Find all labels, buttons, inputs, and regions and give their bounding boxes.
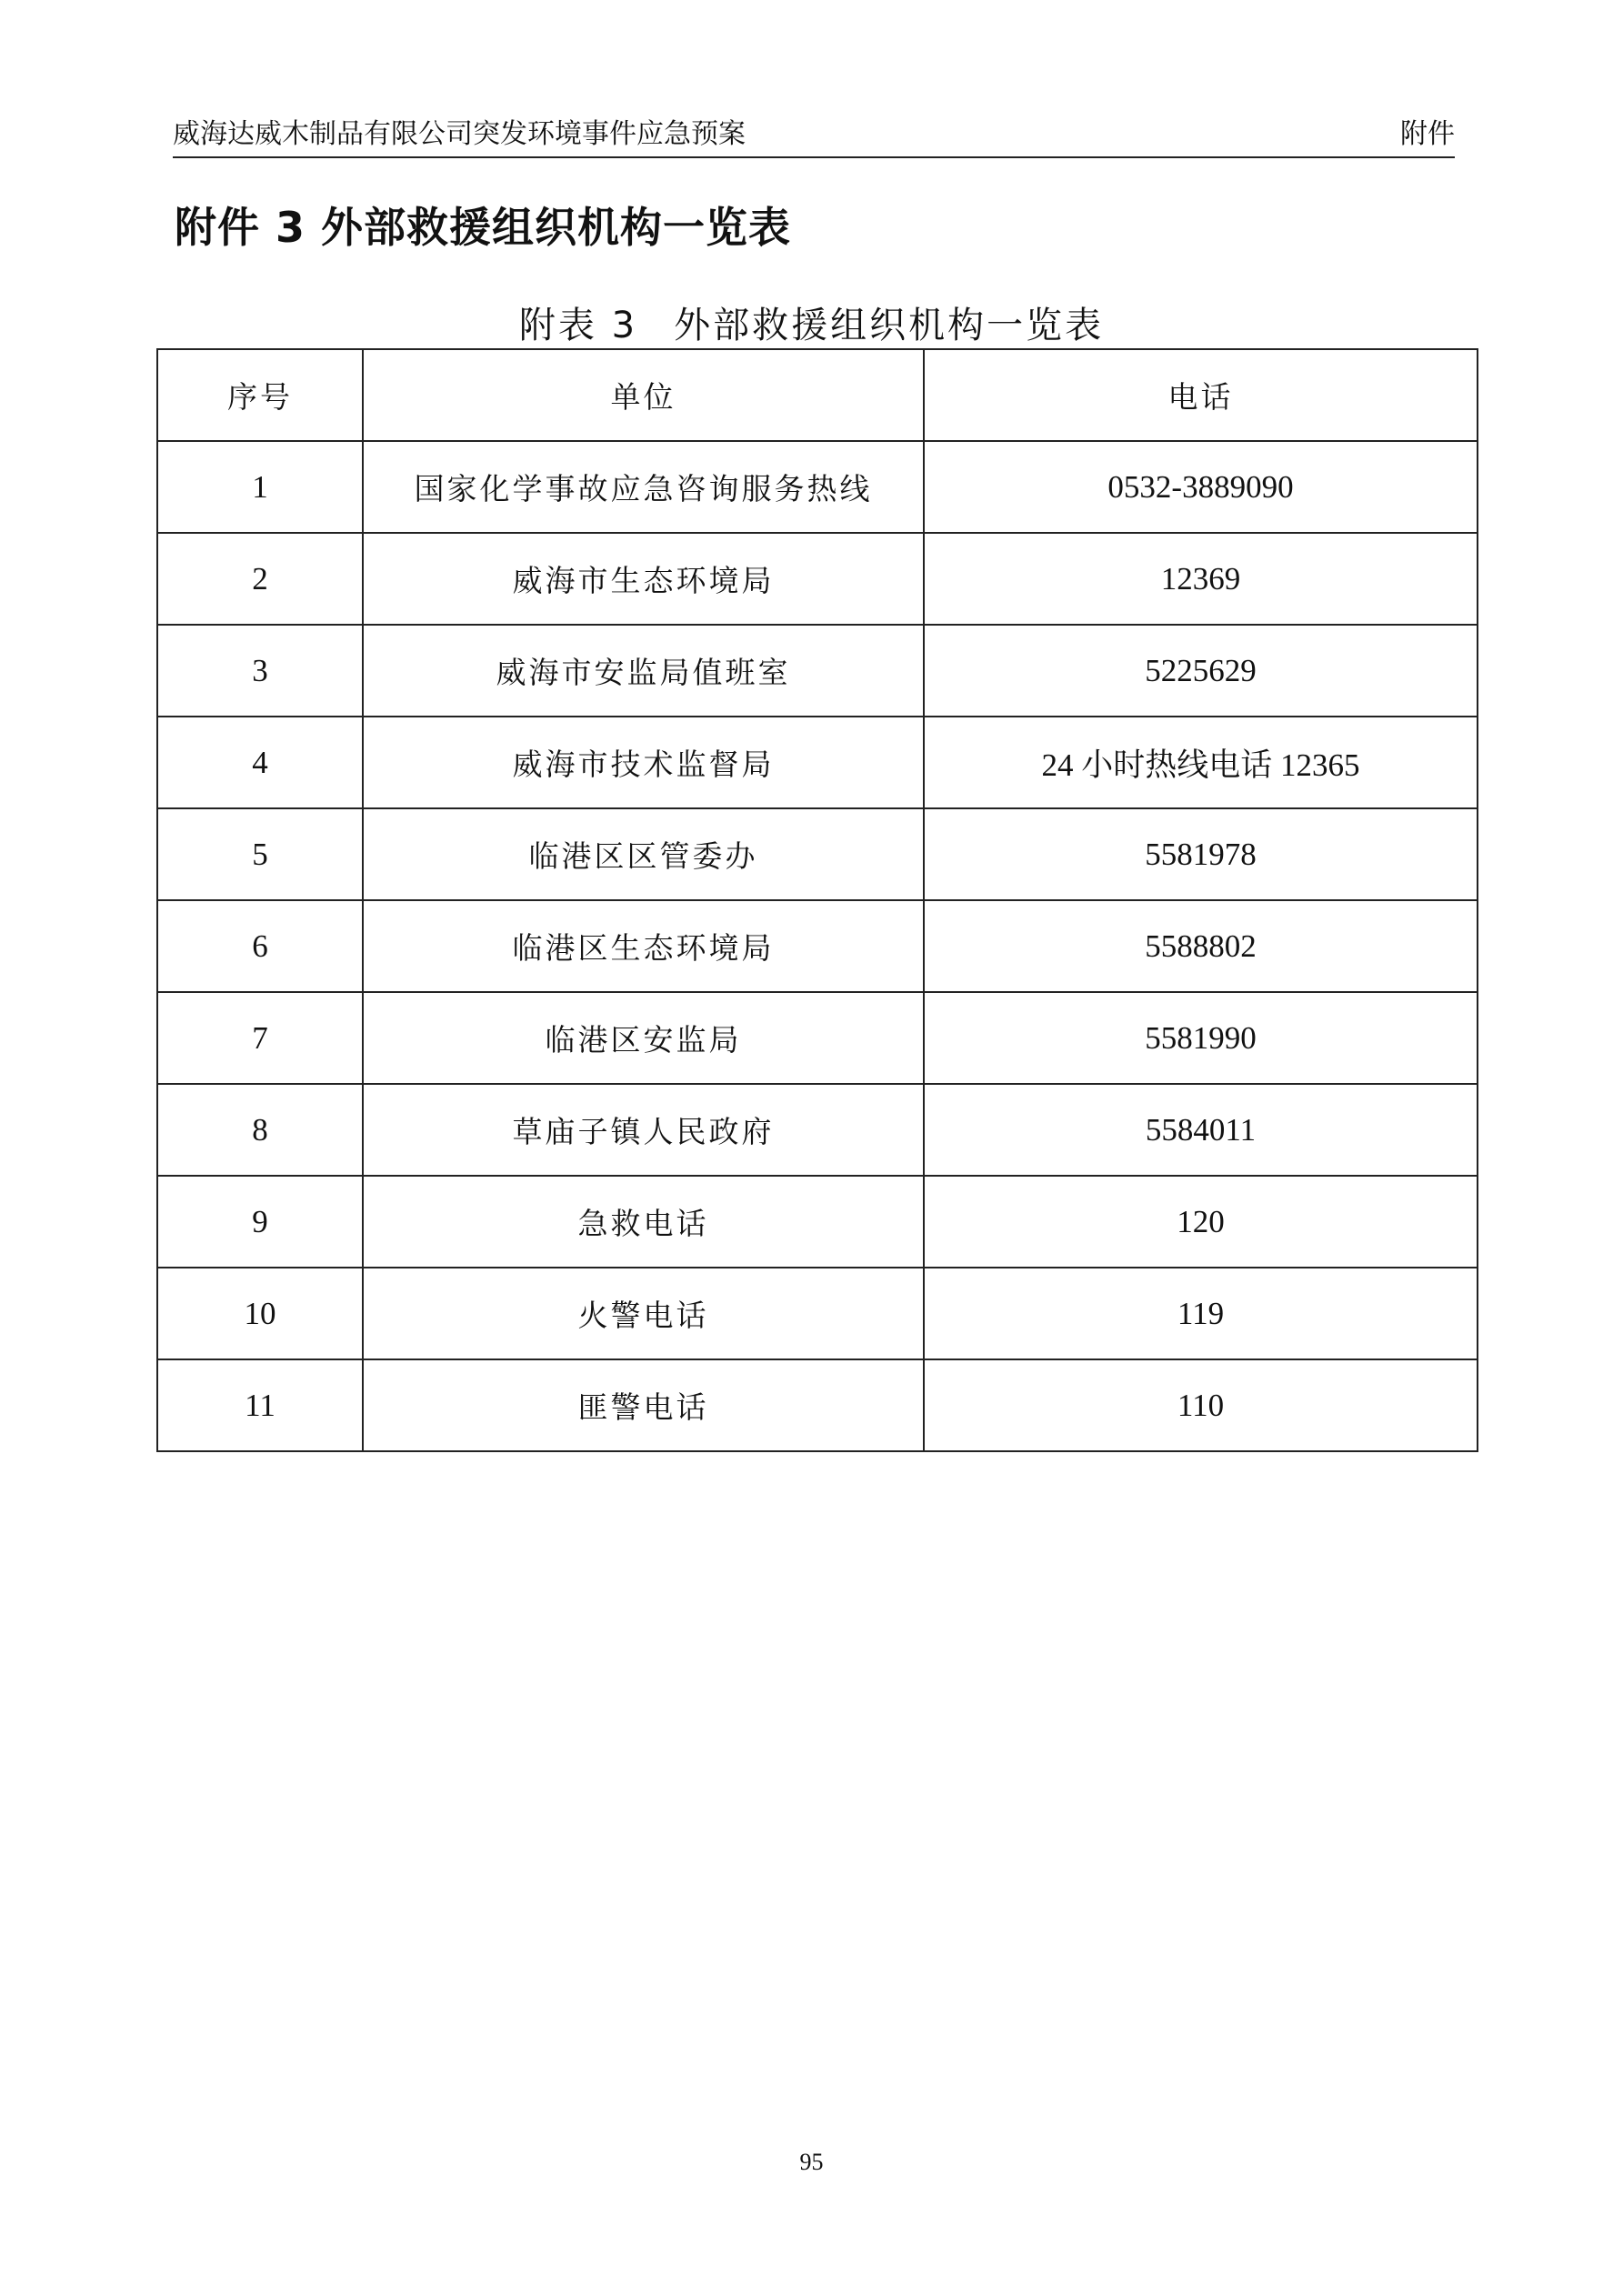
table-row [157, 1084, 1478, 1176]
table-caption-label: 附表 3 [518, 305, 638, 346]
cell-unit: 草庙子镇人民政府 [363, 1084, 924, 1176]
cell-index: 5 [157, 808, 363, 900]
page-number: 95 [799, 2149, 824, 2175]
table-caption-title: 外部救援组织机构一览表 [674, 305, 1105, 346]
cell-phone: 119 [924, 1268, 1478, 1359]
column-header-index: 序号 [157, 349, 363, 441]
table-row [157, 441, 1478, 533]
rescue-organizations-table [156, 348, 1478, 1452]
cell-unit: 威海市生态环境局 [363, 533, 924, 625]
column-header-phone: 电话 [924, 349, 1478, 441]
cell-unit: 临港区安监局 [363, 992, 924, 1084]
cell-index: 11 [157, 1359, 363, 1451]
table-row [157, 1176, 1478, 1268]
table-row [157, 900, 1478, 992]
cell-phone: 5581990 [924, 992, 1478, 1084]
cell-unit: 急救电话 [363, 1176, 924, 1268]
cell-index: 7 [157, 992, 363, 1084]
table-row [157, 625, 1478, 717]
table-caption [0, 296, 1623, 348]
column-header-unit: 单位 [363, 349, 924, 441]
cell-index: 6 [157, 900, 363, 992]
cell-index: 2 [157, 533, 363, 625]
cell-unit: 临港区区管委办 [363, 808, 924, 900]
cell-phone: 120 [924, 1176, 1478, 1268]
cell-index: 8 [157, 1084, 363, 1176]
table-header-row [157, 349, 1478, 441]
cell-phone: 0532-3889090 [924, 441, 1478, 533]
table-row [157, 992, 1478, 1084]
cell-unit: 威海市技术监督局 [363, 717, 924, 808]
cell-phone: 24 小时热线电话 12365 [924, 717, 1478, 808]
section-label: 附件 [1400, 118, 1455, 150]
running-header [173, 109, 1455, 158]
cell-phone: 12369 [924, 533, 1478, 625]
cell-phone: 5581978 [924, 808, 1478, 900]
table-row [157, 717, 1478, 808]
cell-phone: 5225629 [924, 625, 1478, 717]
table-row [157, 533, 1478, 625]
cell-unit: 匪警电话 [363, 1359, 924, 1451]
table-row [157, 1359, 1478, 1451]
cell-unit: 临港区生态环境局 [363, 900, 924, 992]
cell-index: 10 [157, 1268, 363, 1359]
cell-phone: 110 [924, 1359, 1478, 1451]
table-row [157, 808, 1478, 900]
cell-phone: 5584011 [924, 1084, 1478, 1176]
cell-phone: 5588802 [924, 900, 1478, 992]
cell-unit: 国家化学事故应急咨询服务热线 [363, 441, 924, 533]
table-row [157, 1268, 1478, 1359]
cell-unit: 威海市安监局值班室 [363, 625, 924, 717]
cell-unit: 火警电话 [363, 1268, 924, 1359]
document-title: 威海达威木制品有限公司突发环境事件应急预案 [173, 118, 746, 150]
cell-index: 9 [157, 1176, 363, 1268]
cell-index: 3 [157, 625, 363, 717]
section-title: 附件 3 外部救援组织机构一览表 [175, 203, 792, 252]
cell-index: 4 [157, 717, 363, 808]
cell-index: 1 [157, 441, 363, 533]
